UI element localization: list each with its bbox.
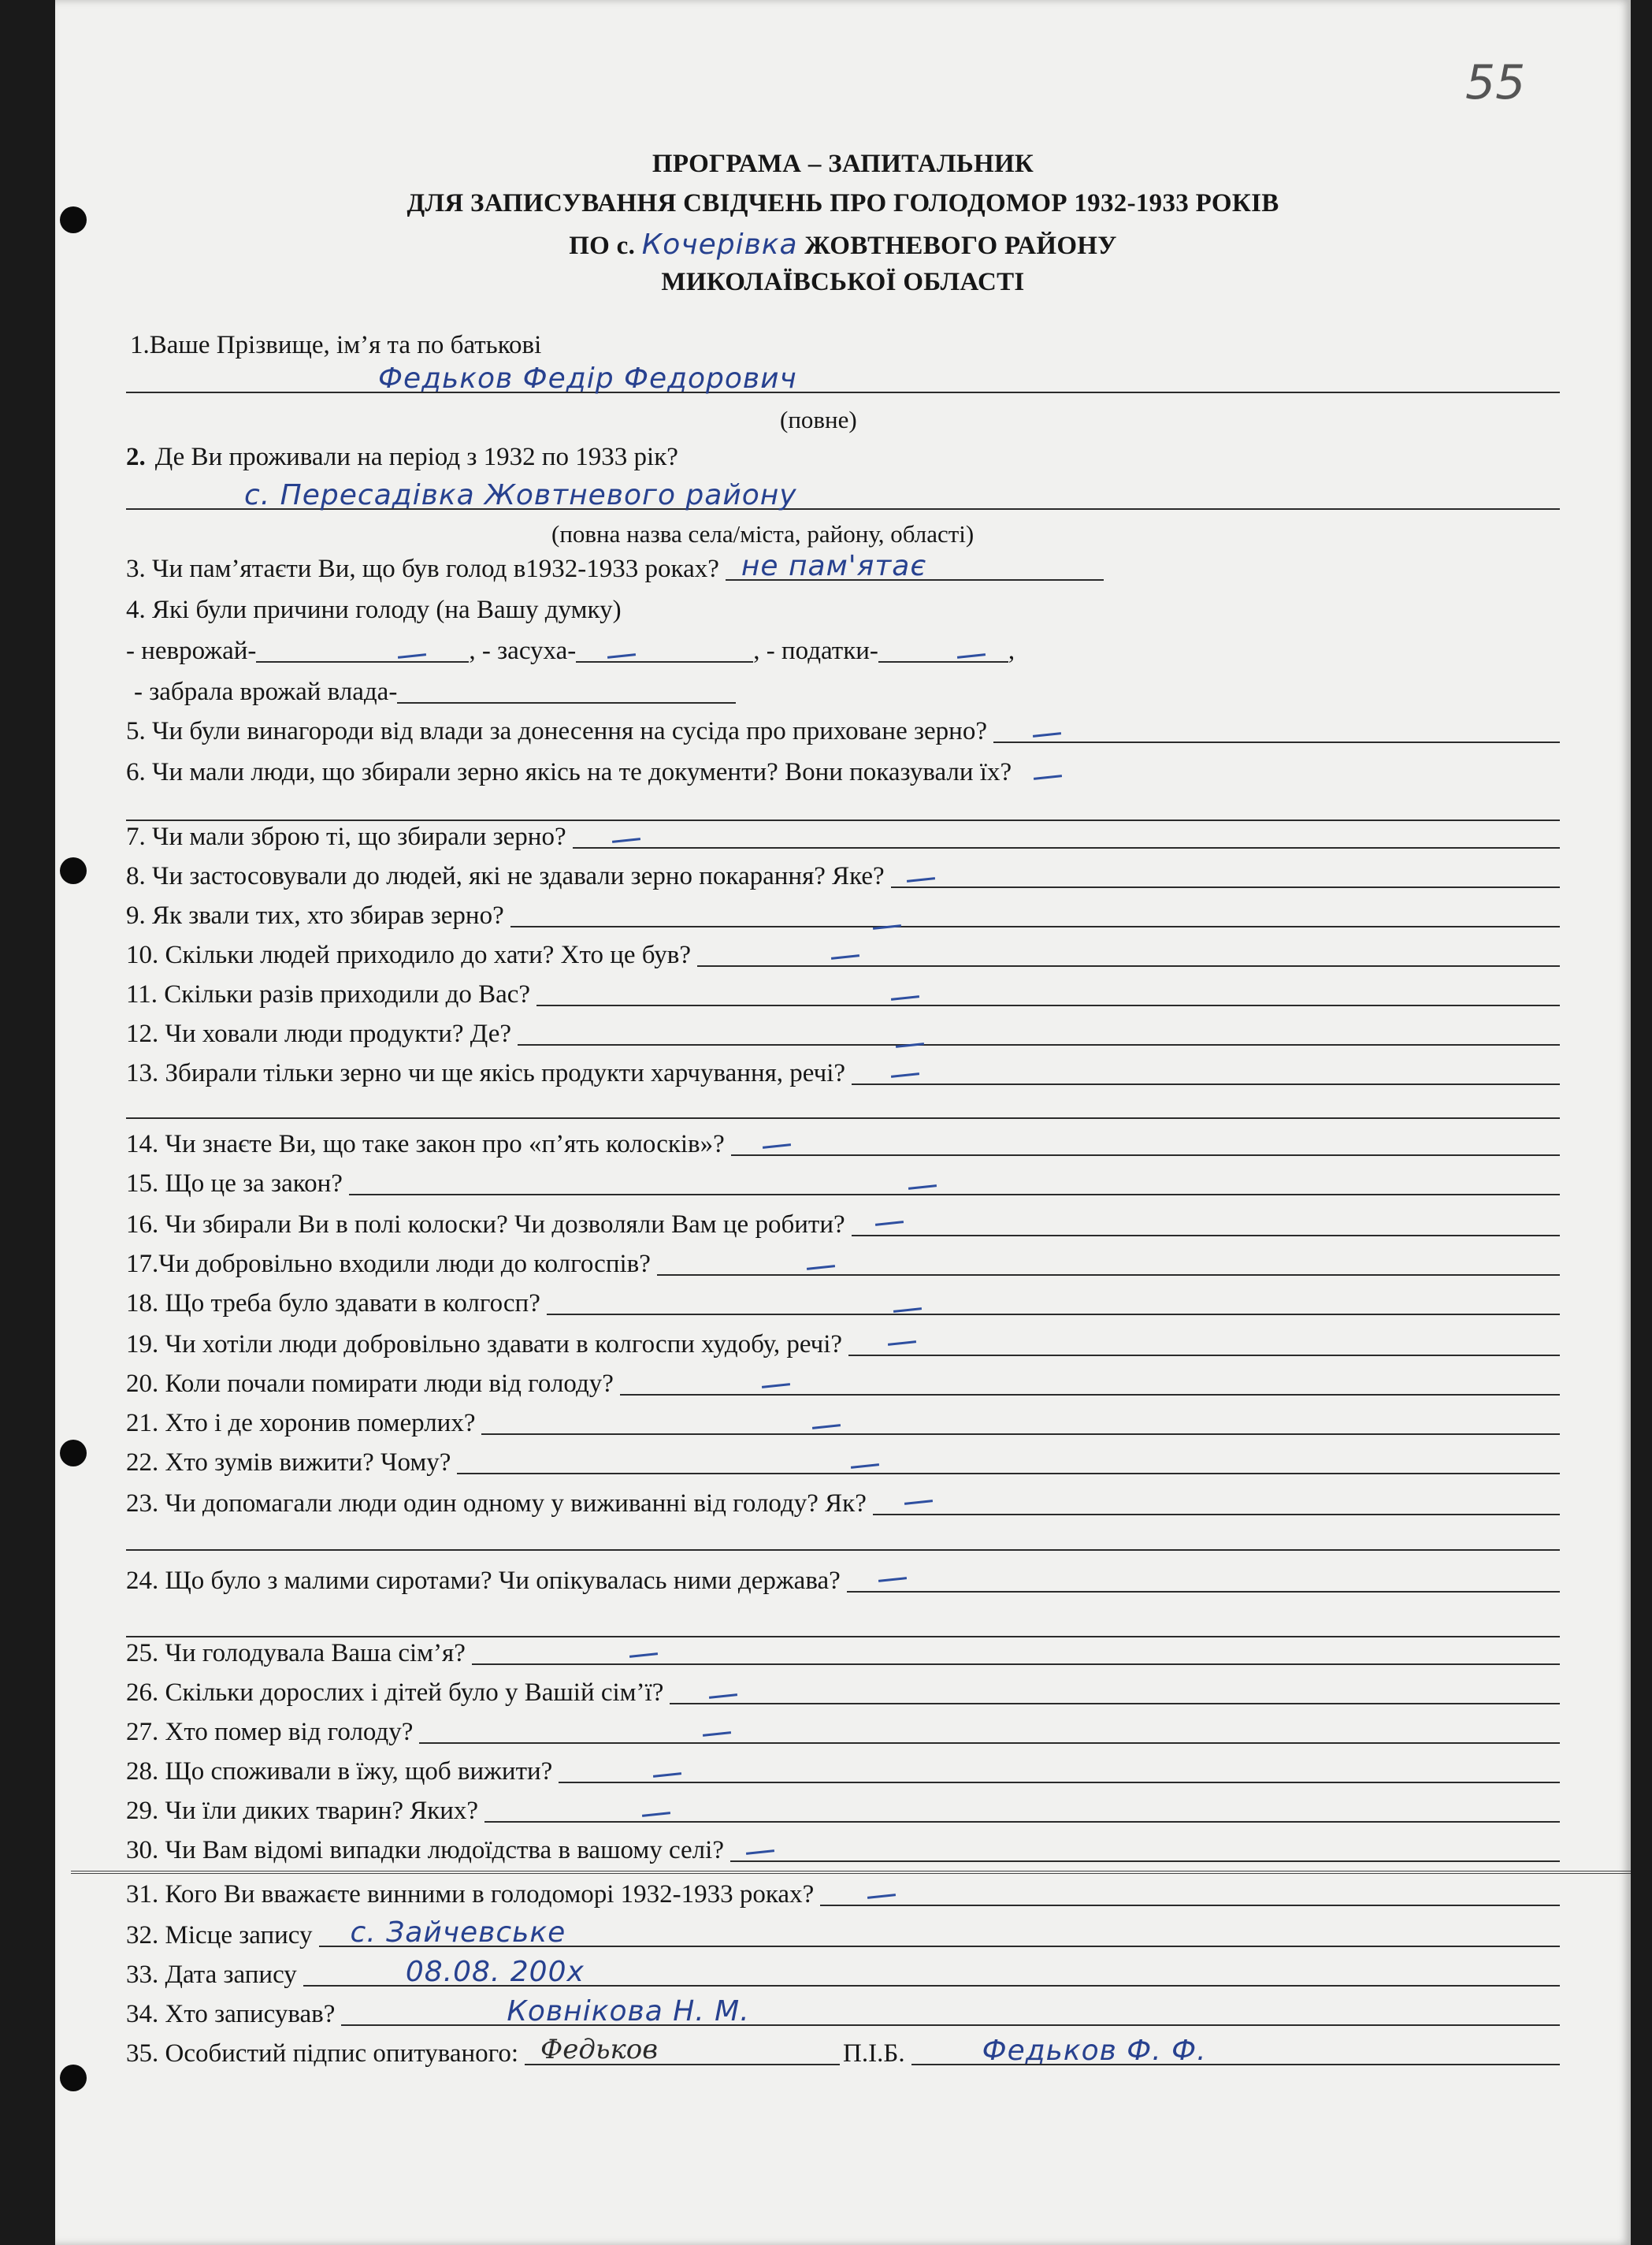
binder-hole	[60, 2065, 87, 2091]
answer-line[interactable]	[419, 1719, 1560, 1744]
question-21	[126, 1406, 1560, 1440]
answer-line[interactable]	[547, 1290, 1560, 1315]
question-3-text: 3. Чи пам’ятаєти Ви, що був голод в1932-1933 роках?	[126, 555, 719, 583]
question-34-text: 34. Хто записував?	[126, 2000, 336, 2028]
question-1	[130, 328, 1564, 362]
question-15	[126, 1166, 1560, 1201]
question-9-text: 9. Як звали тих, хто збирав зерно?	[126, 901, 504, 930]
question-30	[126, 1833, 1560, 1868]
blank-dash	[703, 1731, 731, 1737]
respondent-signature: Федьков	[540, 2034, 659, 2065]
cause-government-line[interactable]	[397, 678, 736, 704]
question-13-text: 13. Збирали тільки зерно чи ще якісь продукти харчування, речі?	[126, 1059, 846, 1087]
answer-line[interactable]	[341, 1995, 1560, 2028]
blank-dash	[629, 1652, 658, 1658]
blank-dash	[607, 653, 636, 659]
question-33	[126, 1957, 1560, 1992]
question-27-text: 27. Хто помер від голоду?	[126, 1718, 414, 1746]
answer-recorder: Ковнікова Н. М.	[507, 1995, 750, 2028]
question-5	[126, 714, 1560, 749]
blank-dash	[896, 1043, 924, 1048]
question-29-text: 29. Чи їли диких тварин? Яких?	[126, 1797, 479, 1825]
question-5-text: 5. Чи були винагороди від влади за донесення на сусіда про приховане зерно?	[126, 717, 987, 745]
blank-dash	[1034, 775, 1062, 780]
question-12-text: 12. Чи ховали люди продукти? Де?	[126, 1020, 511, 1048]
title-line-3	[55, 229, 1631, 261]
title-line-1: ПРОГРАМА – ЗАПИТАЛЬНИК	[652, 150, 1034, 178]
blank-dash	[851, 1463, 879, 1469]
answer-residence: с. Пересадівка Жовтневого району	[244, 479, 797, 511]
question-17-text: 17.Чи добровільно входили люди до колгоспів?	[126, 1250, 651, 1278]
answer-line[interactable]	[852, 1060, 1560, 1085]
answer-line[interactable]	[891, 863, 1560, 888]
question-15-text: 15. Що це за закон?	[126, 1169, 343, 1198]
answer-line[interactable]	[457, 1449, 1560, 1474]
question-34	[126, 1997, 1560, 2031]
blank-dash	[908, 1184, 937, 1190]
question-3-answer-line[interactable]	[726, 550, 1104, 582]
title-line-2: ДЛЯ ЗАПИСУВАННЯ СВІДЧЕНЬ ПРО ГОЛОДОМОР 1932-1933 РОКІВ	[407, 189, 1279, 217]
question-21-text: 21. Хто і де хоронив померлих?	[126, 1409, 476, 1437]
fold-line	[71, 1871, 1631, 1874]
pib-label: П.І.Б.	[843, 2039, 905, 2068]
answer-record-date: 08.08. 200х	[405, 1956, 585, 1988]
blank-dash	[762, 1383, 790, 1388]
question-25-text: 25. Чи голодувала Ваша сім’я?	[126, 1639, 466, 1667]
answer-remember: не пам'ятає	[741, 550, 927, 582]
question-35-text: 35. Особистий підпис опитуваного:	[126, 2039, 519, 2068]
answer-line[interactable]	[319, 1916, 1561, 1949]
blank-dash	[746, 1849, 774, 1855]
blank-dash	[763, 1143, 791, 1149]
blank-dash	[878, 1577, 907, 1582]
answer-line-23[interactable]	[126, 1549, 1560, 1551]
answer-line[interactable]	[670, 1679, 1560, 1704]
question-16	[126, 1207, 1560, 1242]
question-24-text: 24. Що було з малими сиротами? Чи опікувалась ними держава?	[126, 1567, 841, 1595]
question-10	[126, 938, 1560, 972]
caption-full: (повне)	[780, 406, 857, 433]
title-line-4: МИКОЛАЇВСЬКОЇ ОБЛАСТІ	[661, 268, 1025, 296]
question-16-text: 16. Чи збирали Ви в полі колоски? Чи дозволяли Вам це робити?	[126, 1210, 845, 1239]
answer-line[interactable]	[472, 1640, 1560, 1665]
blank-dash	[1033, 732, 1061, 738]
answer-line[interactable]	[481, 1410, 1560, 1435]
question-10-text: 10. Скільки людей приходило до хати? Хто це був?	[126, 941, 692, 969]
question-31-text: 31. Кого Ви вважаєте винними в голодоморі 1932-1933 роках?	[126, 1880, 815, 1909]
question-28-text: 28. Що споживали в їжу, щоб вижити?	[126, 1757, 553, 1786]
question-33-text: 33. Дата запису	[126, 1961, 297, 1989]
answer-area[interactable]	[1018, 760, 1560, 784]
signature-line[interactable]	[525, 2034, 840, 2065]
cause-taxes-line[interactable]	[878, 637, 1008, 663]
cause-drought-line[interactable]	[576, 637, 753, 663]
question-31	[126, 1877, 1560, 1912]
answer-line[interactable]	[573, 823, 1560, 849]
question-6	[126, 755, 1560, 790]
blank-dash	[398, 653, 426, 659]
binder-hole	[60, 857, 87, 884]
question-29	[126, 1793, 1560, 1828]
title-prefix: ПО с.	[569, 232, 636, 260]
question-26	[126, 1675, 1560, 1710]
answer-line[interactable]	[848, 1331, 1560, 1356]
answer-line[interactable]	[697, 942, 1560, 967]
cause-drought-label: , - засуха-	[469, 637, 577, 665]
answer-line[interactable]	[484, 1797, 1560, 1823]
answer-line[interactable]	[852, 1211, 1560, 1236]
question-28	[126, 1754, 1560, 1789]
question-4-government	[134, 675, 1568, 709]
blank-dash	[867, 1894, 896, 1899]
question-26-text: 26. Скільки дорослих і дітей було у Вашій сім’ї?	[126, 1678, 664, 1707]
question-24	[126, 1563, 1560, 1598]
question-7	[126, 820, 1560, 854]
blank-dash	[709, 1693, 737, 1699]
question-7-text: 7. Чи мали зброю ті, що збирали зерно?	[126, 823, 566, 851]
answer-pib: Федьков Ф. Ф.	[982, 2035, 1207, 2067]
question-8-text: 8. Чи застосовували до людей, які не здавали зерно покарання? Яке?	[126, 862, 885, 890]
question-18-text: 18. Що треба було здавати в колгосп?	[126, 1289, 540, 1318]
question-19	[126, 1327, 1560, 1362]
blank-dash	[891, 1072, 919, 1078]
answer-line[interactable]	[847, 1567, 1560, 1593]
pib-line[interactable]	[911, 2035, 1560, 2067]
question-14-text: 14. Чи знаєте Ви, що таке закон про «п’ять колосків»?	[126, 1130, 725, 1158]
village-handwritten: Кочерівка	[641, 229, 798, 261]
question-23-text: 23. Чи допомагали люди один одному у виживанні від голоду? Як?	[126, 1489, 867, 1518]
cause-government-label: - забрала врожай влада-	[134, 678, 398, 706]
answer-full-name: Федьков Федір Федорович	[378, 362, 797, 395]
binder-hole	[60, 1440, 87, 1466]
answer-line[interactable]	[303, 1956, 1560, 1988]
blank-dash	[812, 1424, 841, 1429]
answer-line[interactable]	[993, 718, 1560, 743]
question-18	[126, 1286, 1560, 1321]
question-2-number: 2.	[126, 443, 146, 471]
answer-line[interactable]	[731, 1131, 1560, 1156]
answer-line[interactable]	[349, 1170, 1560, 1195]
cause-taxes-label: , - податки-	[753, 637, 878, 665]
question-23	[126, 1486, 1560, 1521]
answer-line[interactable]	[657, 1251, 1560, 1276]
blank-dash	[612, 838, 640, 843]
question-22-text: 22. Хто зумів вижити? Чому?	[126, 1448, 451, 1477]
question-8	[126, 859, 1560, 894]
question-17	[126, 1247, 1560, 1281]
question-2-text: Де Ви проживали на період з 1932 по 1933 рік?	[154, 443, 678, 471]
page-number: 55	[1465, 55, 1526, 110]
question-11-text: 11. Скільки разів приходили до Вас?	[126, 980, 531, 1009]
blank-dash	[907, 877, 935, 883]
blank-dash	[891, 995, 919, 1001]
cause-crop-failure-label: - неврожай-	[126, 637, 257, 665]
blank-dash	[875, 1221, 904, 1226]
question-14	[126, 1127, 1560, 1162]
question-27	[126, 1715, 1560, 1749]
question-25	[126, 1636, 1560, 1671]
blank-dash	[642, 1812, 670, 1817]
question-4-text: 4. Які були причини голоду (на Вашу думку)	[126, 596, 622, 624]
blank-dash	[904, 1500, 933, 1505]
question-2	[126, 440, 1560, 474]
question-1-text: 1.Ваше Прізвище, ім’я та по батькові	[130, 331, 542, 359]
answer-record-place: с. Зайчевське	[350, 1916, 566, 1949]
question-1-answer-line[interactable]	[126, 364, 1560, 399]
question-32	[126, 1918, 1560, 1953]
blank-dash	[831, 954, 859, 960]
question-12	[126, 1017, 1560, 1051]
caption-place: (повна назва села/міста, району, області)	[551, 520, 974, 548]
title-suffix: ЖОВТНЕВОГО РАЙОНУ	[804, 232, 1117, 260]
answer-line[interactable]	[536, 981, 1560, 1006]
question-2-answer-line[interactable]	[126, 481, 1560, 515]
blank-dash	[888, 1340, 916, 1346]
blank-dash	[893, 1307, 922, 1313]
blank-dash	[873, 924, 901, 930]
question-11	[126, 977, 1560, 1012]
question-3	[126, 552, 1560, 586]
question-32-text: 32. Місце запису	[126, 1921, 313, 1950]
questionnaire-sheet	[55, 0, 1631, 2245]
answer-line[interactable]	[510, 902, 1560, 927]
question-19-text: 19. Чи хотіли люди добровільно здавати в колгоспи худобу, речі?	[126, 1330, 843, 1359]
answer-line[interactable]	[620, 1370, 1560, 1396]
answer-line[interactable]	[730, 1837, 1560, 1862]
question-20-text: 20. Коли почали помирати люди від голоду?	[126, 1370, 614, 1398]
cause-crop-failure-line[interactable]	[256, 637, 469, 663]
question-20	[126, 1366, 1560, 1401]
answer-line[interactable]	[873, 1490, 1560, 1515]
question-4	[126, 593, 1560, 627]
answer-line[interactable]	[559, 1758, 1560, 1783]
question-30-text: 30. Чи Вам відомі випадки людоїдства в вашому селі?	[126, 1836, 724, 1864]
blank-dash	[957, 653, 986, 659]
blank-dash	[653, 1772, 681, 1778]
answer-line-13[interactable]	[126, 1117, 1560, 1119]
question-4-causes: - неврожай- , - засуха- , - податки- ,	[126, 634, 1560, 668]
answer-line[interactable]	[820, 1881, 1560, 1906]
blank-dash	[807, 1265, 835, 1270]
question-13	[126, 1056, 1560, 1091]
question-6-text: 6. Чи мали люди, що збирали зерно якісь на те документи? Вони показували їх?	[126, 758, 1012, 786]
question-35	[126, 2036, 1560, 2071]
question-22	[126, 1445, 1560, 1480]
answer-line[interactable]	[518, 1020, 1560, 1046]
question-9	[126, 898, 1560, 933]
